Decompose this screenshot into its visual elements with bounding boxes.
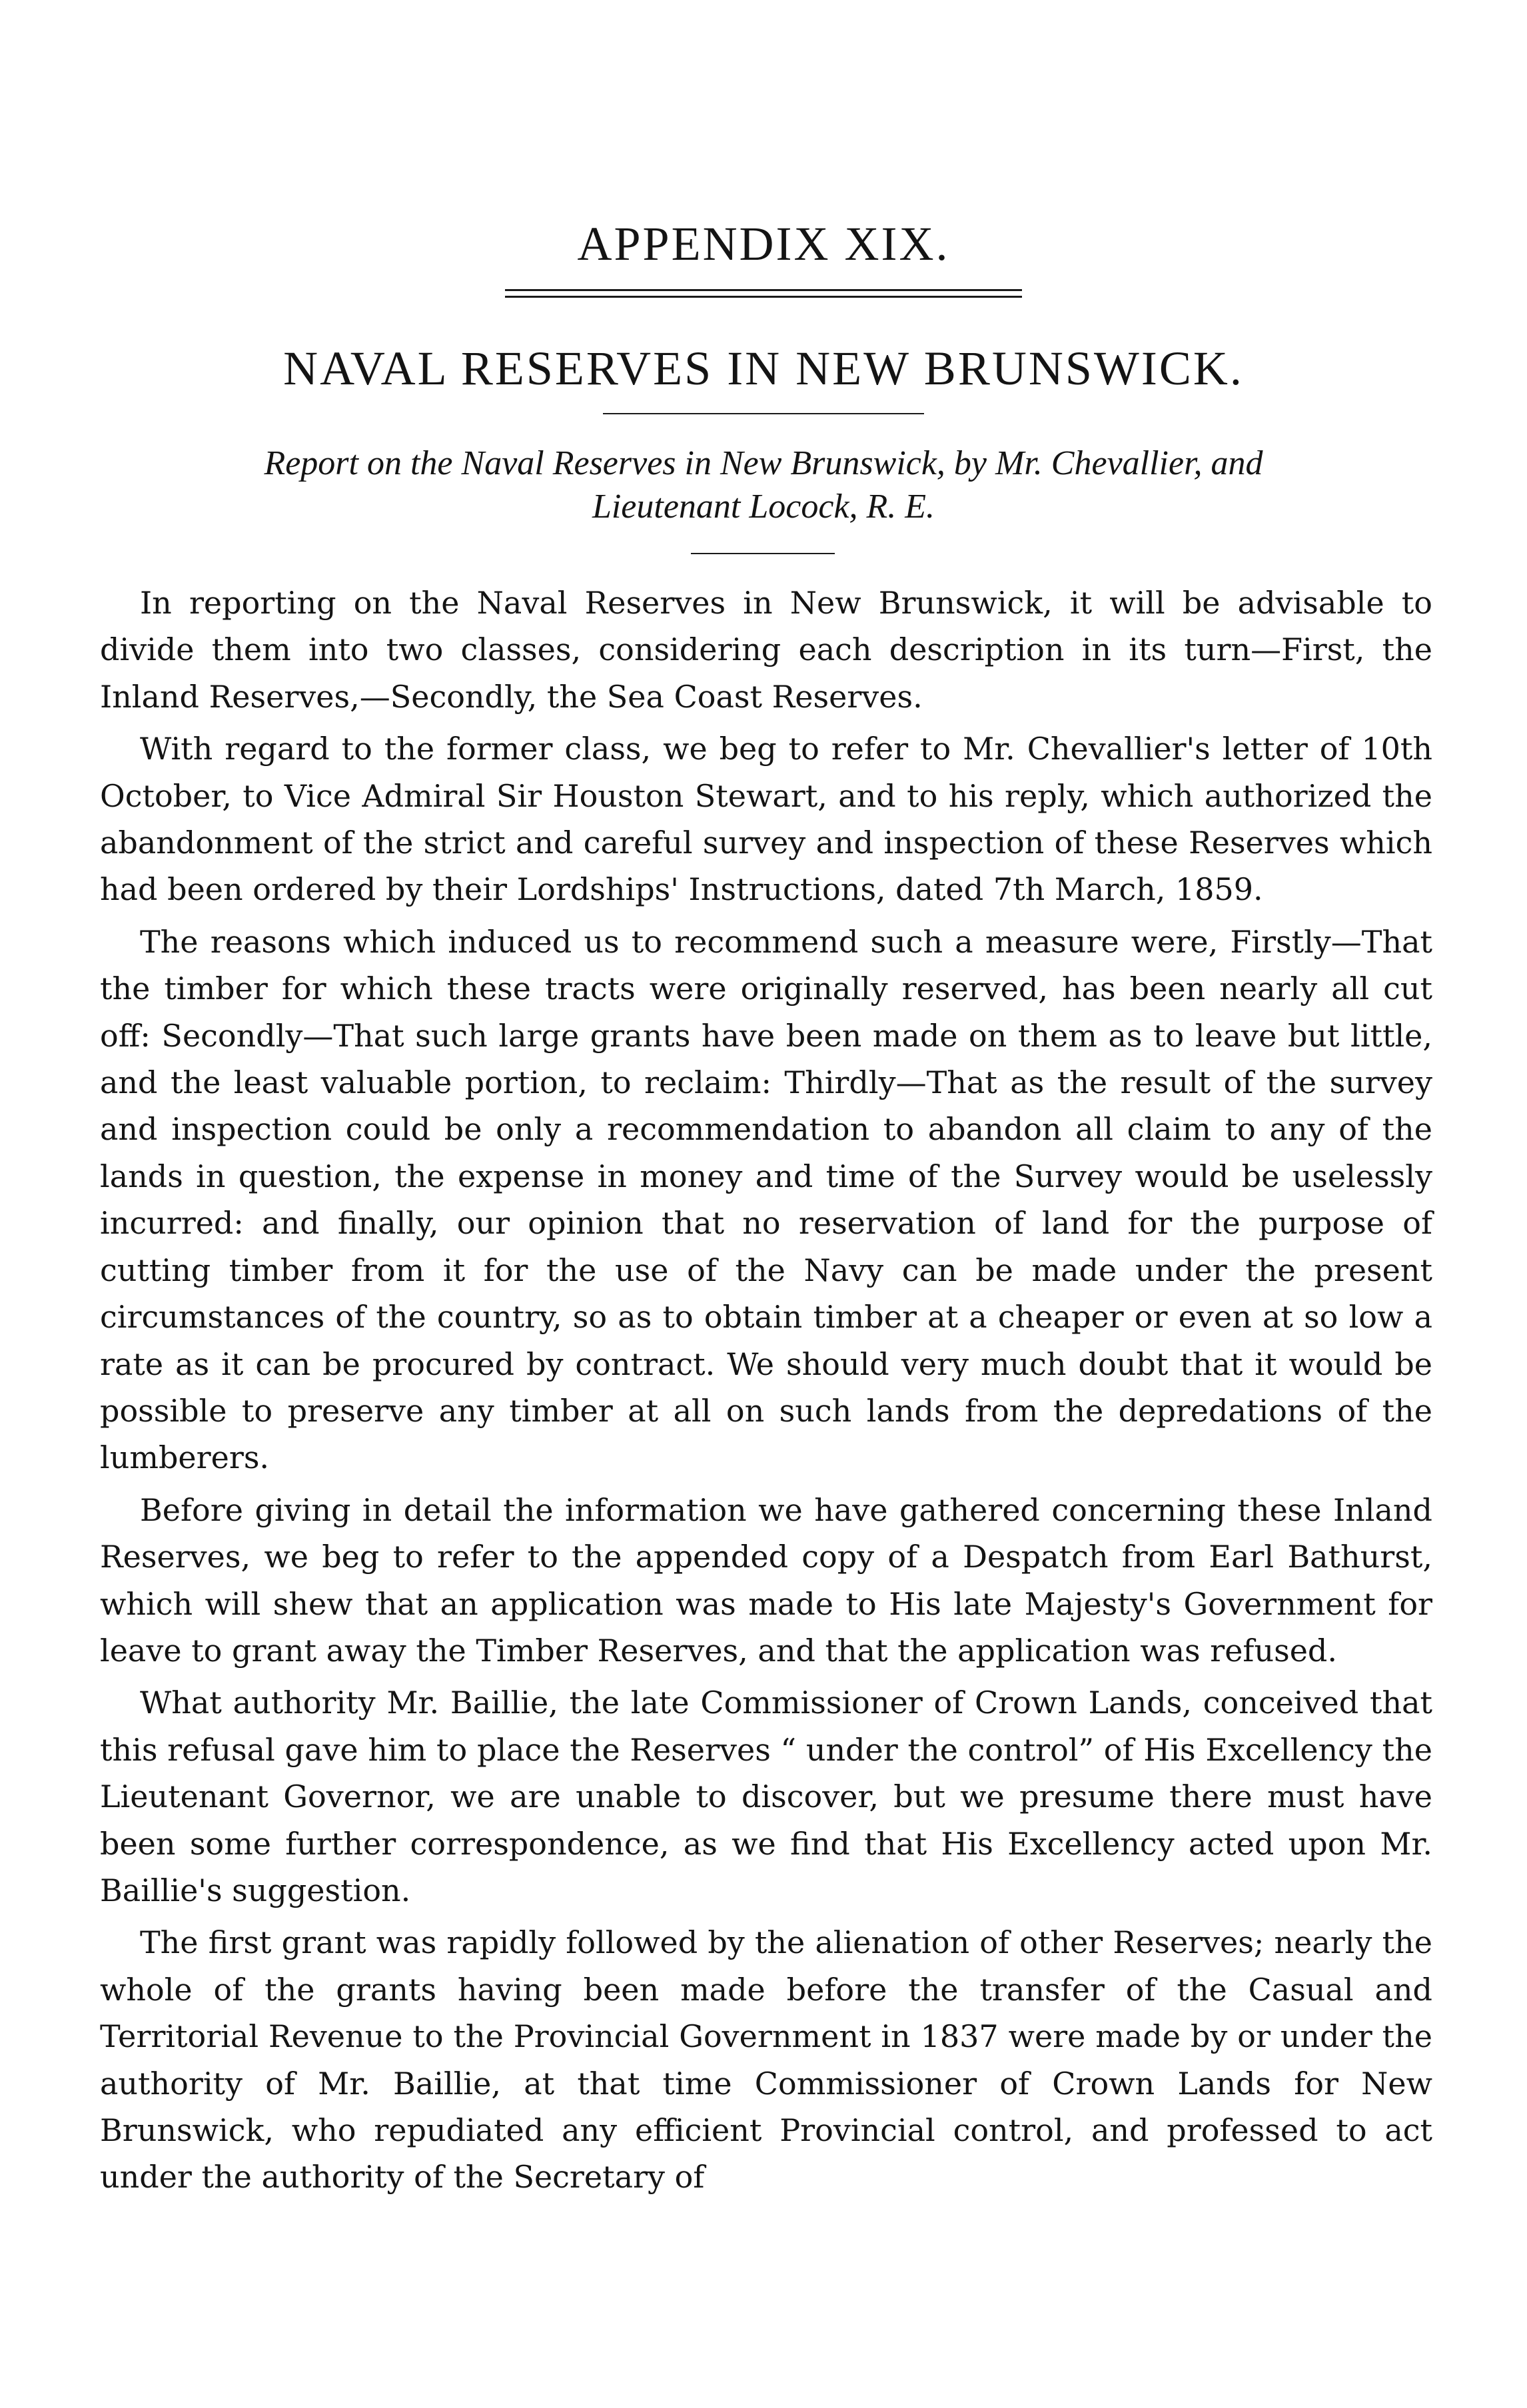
paragraph: Before giving in detail the information we have gathered concerning these Inland Reserves, we beg to refer to the appended copy of a Despatch from Earl Bathurst, which will shew that an application was made to His late Majesty's Government for leave to grant away the Timber Reserves, and that the application was refused. [100, 1491, 1432, 1669]
title-rule [603, 413, 924, 414]
subtitle-line-1: Report on the Naval Reserves in New Brunswick, by Mr. Chevallier, and [264, 444, 1263, 482]
document-title: NAVAL RESERVES IN NEW BRUNSWICK. [283, 342, 1244, 395]
paragraph: In reporting on the Naval Reserves in New Brunswick, it will be advisable to divide them into two classes, considering each description in its turn—First, the Inland Reserves,—Secondly, the Sea Coast Reserves. [100, 585, 1432, 715]
paragraph: With regard to the former class, we beg to refer to Mr. Chevallier's letter of 10th October, to Vice Admiral Sir Houston Stewart, and to his reply, which authorized the abandonment of the strict and careful survey and inspection of these Reserves which had been ordered by their Lordships' Instructions, dated 7th March, 1859. [100, 731, 1432, 908]
double-rule-top [505, 289, 1022, 291]
paragraph: The first grant was rapidly followed by the alienation of other Reserves; nearly the whole of the grants having been made before the transfer of the Casual and Territorial Revenue to the Provincial Government in 1837 were made by or under the authority of Mr. Baillie, at that time Commissioner of Crown Lands for New Brunswick, who repudiated any efficient Provincial control, and professed to act under the authority of the Secretary of [100, 1924, 1432, 2196]
report-body [100, 580, 1432, 2201]
appendix-heading: APPENDIX XIX. [577, 217, 950, 270]
subtitle-line-2: Lieutenant Locock, R. E. [592, 488, 935, 526]
double-rule-bottom [505, 296, 1022, 298]
paragraph: The reasons which induced us to recommend such a measure were, Firstly—That the timber for which these tracts were originally reserved, has been nearly all cut off: Secondly—That such large grants have been made on them as to leave but little, and the least valuable portion, to reclaim: Thirdly—That as the result of the survey and inspection could be only a recommendation to abandon all claim to any of the lands in question, the expense in money and time of the Survey would be uselessly incurred: and finally, our opinion that no reservation of land for the purpose of cutting timber from it for the use of the Navy can be made under the present circumstances of the country, so as to obtain timber at a cheaper or even at so low a rate as it can be procured by contract. We should very much doubt that it would be possible to preserve any timber at all on such lands from the depredations of the lumberers. [100, 923, 1432, 1476]
paragraph: What authority Mr. Baillie, the late Commissioner of Crown Lands, conceived that this refusal gave him to place the Reserves “ under the control” of His Excellency the Lieutenant Governor, we are unable to discover, but we presume there must have been some further correspondence, as we find that His Excellency acted upon Mr. Baillie's suggestion. [100, 1685, 1432, 1908]
subtitle-rule [691, 553, 835, 554]
